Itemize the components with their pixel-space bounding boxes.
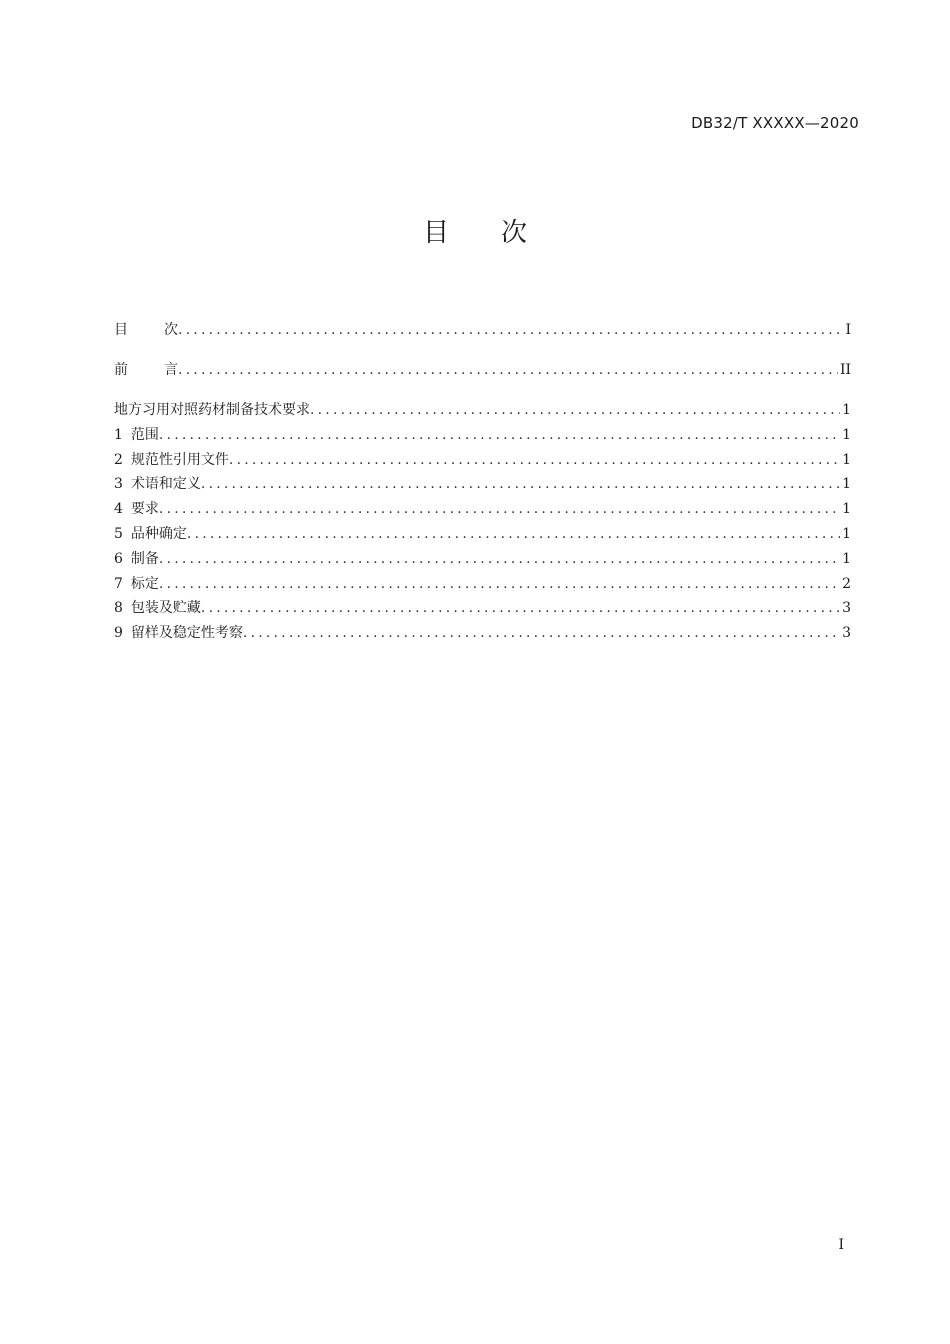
toc-entry-label: 8 包装及贮藏 [114,600,201,617]
toc-entry-page: 3 [842,600,851,617]
toc-entry-page: I [845,322,851,338]
toc-entry-page: II [839,362,851,378]
toc-entry-section-7[interactable] [114,572,851,597]
page-title-char-1: 目 [422,218,449,248]
toc-entry-contents[interactable] [114,318,851,358]
toc-entry-label: 2 规范性引用文件 [114,451,229,468]
toc-entry-page: 3 [842,625,851,642]
toc-entry-section-1[interactable] [114,423,851,448]
toc-entry-section-3[interactable] [114,472,851,497]
toc-leader-dots [201,472,840,497]
toc-entry-label: 1 范围 [114,426,159,443]
toc-entry-section-5[interactable] [114,522,851,547]
toc-entry-page: 1 [842,501,851,518]
toc-entry-page: 1 [842,476,851,493]
toc-entry-page: 1 [842,525,851,542]
toc-leader-dots [187,522,840,547]
toc-entry-label: 6 制备 [114,550,159,567]
toc-entry-section-6[interactable] [114,547,851,572]
toc-leader-dots [229,448,840,473]
toc-entry-section-2[interactable] [114,448,851,473]
toc-entry-section-4[interactable] [114,497,851,522]
toc-entry-label: 5 品种确定 [114,525,187,542]
toc-entry-document-title[interactable] [114,398,851,423]
toc-entry-label: 4 要求 [114,501,159,518]
toc-leader-dots [178,318,843,342]
toc-entry-label: 目 次 [114,322,178,338]
toc-entry-page: 2 [842,575,851,592]
toc-leader-dots [159,547,840,572]
toc-entry-label: 地方习用对照药材制备技术要求 [114,402,310,418]
toc-entry-page: 1 [842,426,851,443]
toc-entry-page: 1 [842,402,851,418]
footer-page-number: I [838,1237,844,1253]
toc-entry-page: 1 [842,451,851,468]
table-of-contents [114,318,851,646]
toc-entry-section-8[interactable] [114,596,851,621]
toc-leader-dots [159,572,840,597]
toc-entry-label: 9 留样及稳定性考察 [114,625,243,642]
toc-entry-label: 前 言 [114,362,178,378]
toc-leader-dots [201,596,840,621]
toc-entry-page: 1 [842,550,851,567]
page-title [0,212,950,249]
toc-leader-dots [159,497,840,522]
toc-entry-label: 7 标定 [114,575,159,592]
page-title-char-2: 次 [501,218,528,248]
toc-entry-section-9[interactable] [114,621,851,646]
document-code: DB32/T XXXXX—2020 [691,114,859,132]
toc-leader-dots [243,621,840,646]
toc-leader-dots [159,423,840,448]
toc-entry-label: 3 术语和定义 [114,476,201,493]
toc-leader-dots [178,358,838,382]
toc-leader-dots [310,398,840,423]
toc-entry-foreword[interactable] [114,358,851,398]
